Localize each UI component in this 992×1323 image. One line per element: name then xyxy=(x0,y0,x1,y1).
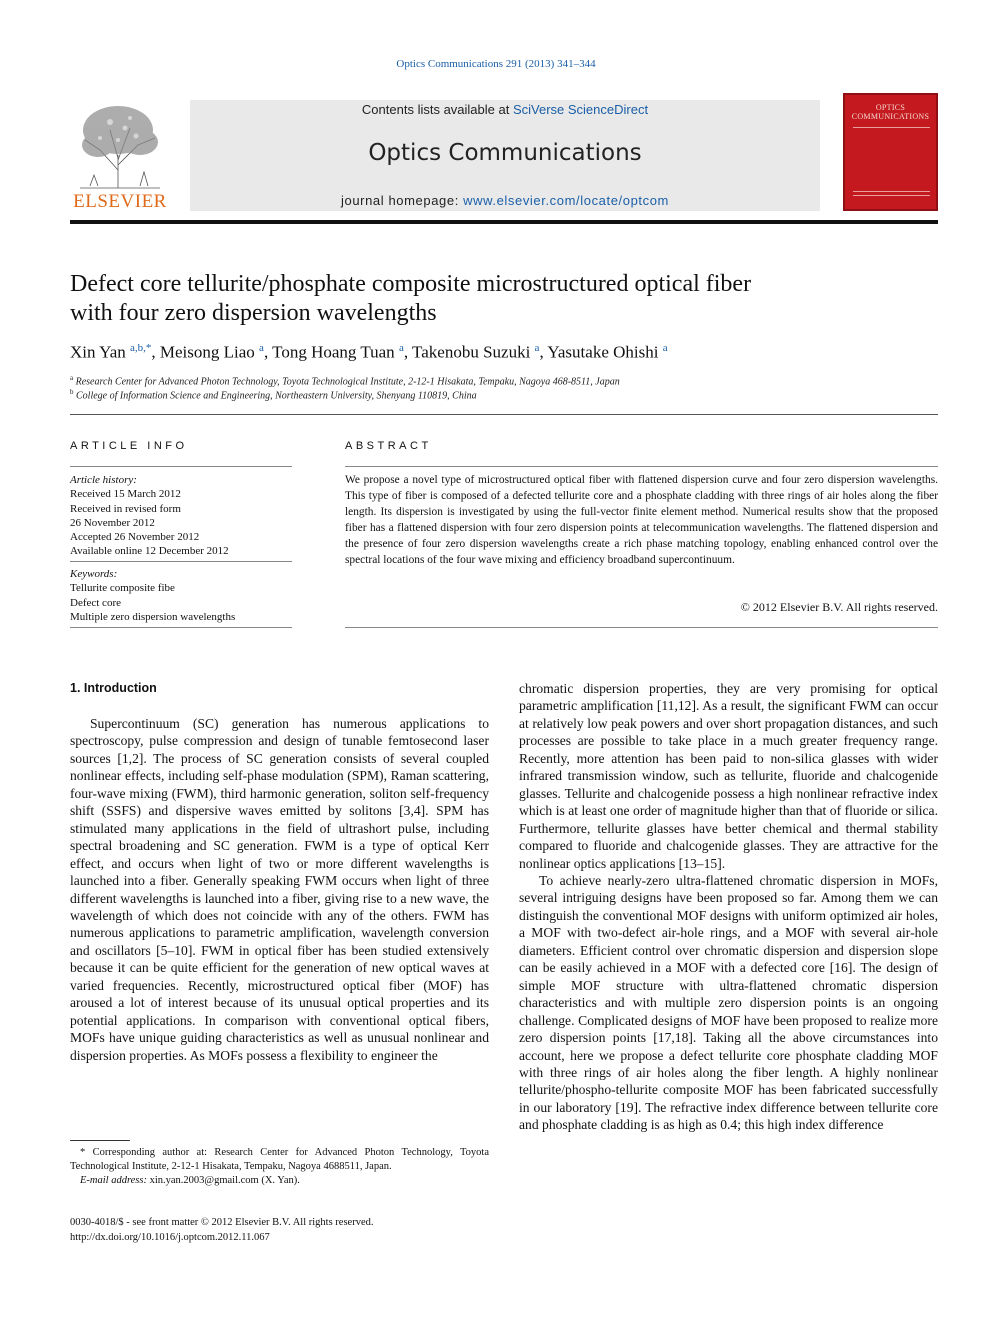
keywords xyxy=(70,567,292,624)
journal-homepage xyxy=(190,193,820,208)
article-history xyxy=(70,473,292,559)
abstract-text: We propose a novel type of microstructured optical fiber with flattened dispersion curve and four zero dispersion wavelengths. This type of fiber is composed of a defected tellurite core and a phosphate cladding with three rings of air holes along the fiber length. Its dispersion is investigated by using the full-vector finite element method. Numerical results show that the proposed fiber has a flattened dispersion with four zero dispersion points at telecommunication wavelengths. The flattened dispersion and the presence of four zero dispersion wavelengths create a rich phase matching topology, enabling enhanced control over the spectral locations of the four wave mixing and efficiency broadband supercontinuum. xyxy=(345,474,938,566)
author-name: Yasutake Ohishi xyxy=(547,342,659,362)
contents-prefix: Contents lists available at xyxy=(361,102,513,117)
author-list: Xin Yan $^{a,b,*}$, Meisong Liao $^a$, Tong Hoang Tuan $^a$, Takenobu Suzuki $^a$, Yasutake Ohishi $^a$ xyxy=(70,342,668,362)
body-paragraph: chromatic dispersion properties, they are very promising for optical parametric amplification [11,12]. As a result, the significant FWM can occur at relatively low peak powers and over short propagation distances, and such processes are possible to take place in a much greater frequency range. Recently, more attention has been paid to non-silica glasses with wider infrared transmission window, such as tellurite, fluoride and chalcogenide glasses. Tellurite and chalcogenide possess a high nonlinear refractive index which is at least one order of magnitude higher than that of fluoride or silica. Furthermore, tellurite glasses have better chemical and thermal stability compared to fluoride and chalcogenide glasses. They are attractive for the nonlinear optics applications [13–15]. xyxy=(519,681,938,871)
history-item: Received in revised form xyxy=(70,502,181,515)
email-address[interactable]: xin.yan.2003@gmail.com (X. Yan). xyxy=(149,1175,300,1186)
keywords-label: Keywords: xyxy=(70,568,118,580)
abstract-copyright: © 2012 Elsevier B.V. All rights reserved. xyxy=(740,600,938,614)
author-affiliation-mark[interactable]: a xyxy=(662,342,668,354)
cover-title: OPTICS COMMUNICATIONS xyxy=(851,103,930,121)
issn-block xyxy=(70,1216,489,1245)
body-paragraph: To achieve nearly-zero ultra-flattened chromatic dispersion in MOFs, several intriguing designs have been proposed so far. Among them we can distinguish the conventional MOF designs with uniform optimized air holes, a MOF with two-defect air-hole rings, and a MOF with several air-hole diameters. Efficient control over chromatic dispersion and dispersion slope can be easily achieved in a MOF with a defected core [16]. The design of simple MOF structure with ultra-flattened chromatic dispersion characteristics and with multiple zero dispersion points is an ongoing challenge. Complicated designs of MOF have been proposed to realize more zero dispersion points [17,18]. Taking all the above circumstances into account, here we propose a defect tellurite core phosphate cladding MOF with three rings of air holes along the fiber length. A highly nonlinear tellurite/phospho-tellurite composite MOF has been fabricated successfully in our laboratory [19]. The refractive index difference between tellurite core and phosphate cladding is as high as 0.4; this high index difference xyxy=(519,872,938,1133)
left-column xyxy=(70,715,489,1064)
issn-line: 0030-4018/$ - see front matter © 2012 Elsevier B.V. All rights reserved. xyxy=(70,1217,374,1228)
email-label: E-mail address: xyxy=(80,1175,147,1186)
affiliation-b: $^b$ College of Information Science and Engineering, Northeastern University, Shenyang 110819, China xyxy=(70,388,477,402)
keyword: Defect core xyxy=(70,596,121,609)
author-name: Takenobu Suzuki xyxy=(412,342,531,362)
history-item: 26 November 2012 xyxy=(70,516,155,529)
keyword: Tellurite composite fibe xyxy=(70,582,175,595)
sciencedirect-link[interactable]: SciVerse ScienceDirect xyxy=(512,102,649,117)
homepage-prefix: journal homepage: xyxy=(341,193,464,208)
abstract-heading: ABSTRACT xyxy=(345,440,432,452)
author-affiliation-mark[interactable]: a xyxy=(534,342,540,354)
info-rule xyxy=(70,561,292,562)
section-rule xyxy=(70,414,938,415)
author-name: Meisong Liao xyxy=(159,342,255,362)
footnote-rule xyxy=(70,1140,130,1141)
journal-citation[interactable]: Optics Communications 291 (2013) 341–344 xyxy=(396,58,596,70)
author-name: Tong Hoang Tuan xyxy=(272,342,395,362)
keyword: Multiple zero dispersion wavelengths xyxy=(70,610,236,623)
corresponding-author-footnote: * Corresponding author at: Research Center for Advanced Photon Technology, Toyota Technological Institute, 2-12-1 Hisakata, Tempaku, Nagoya 4688511, Japan. E-mail address: xin.yan.2003@gmail.com (X. Yan). xyxy=(70,1147,489,1186)
info-rule xyxy=(70,627,292,628)
history-item: Received 15 March 2012 xyxy=(70,488,181,501)
history-item: Available online 12 December 2012 xyxy=(70,545,229,558)
article-title: Defect core tellurite/phosphate composite microstructured optical fiber with four zero dispersion wavelengths xyxy=(70,271,752,326)
journal-name: Optics Communications xyxy=(368,140,642,166)
cover-rule xyxy=(853,195,930,196)
author-affiliation-mark[interactable]: a xyxy=(259,342,264,354)
abstract-rule xyxy=(345,627,938,628)
right-column xyxy=(519,680,938,1134)
history-item: Accepted 26 November 2012 xyxy=(70,531,200,544)
author-affiliation-mark[interactable]: a,b,* xyxy=(130,342,152,354)
homepage-link[interactable]: www.elsevier.com/locate/optcom xyxy=(463,193,669,208)
history-label: Article history: xyxy=(70,474,137,486)
journal-cover-thumbnail[interactable] xyxy=(843,93,938,211)
cover-rule xyxy=(853,127,930,128)
author-affiliation-mark[interactable]: a xyxy=(398,342,404,354)
info-rule xyxy=(70,466,292,467)
abstract-rule xyxy=(345,466,938,467)
doi-link[interactable]: http://dx.doi.org/10.1016/j.optcom.2012.11.067 xyxy=(70,1231,270,1243)
header-rule xyxy=(70,220,938,224)
elsevier-wordmark: ELSEVIER xyxy=(73,191,167,212)
author-name: Xin Yan xyxy=(70,342,126,362)
section-heading-introduction: 1. Introduction xyxy=(70,681,157,695)
body-paragraph: Supercontinuum (SC) generation has numerous applications to spectroscopy, pulse compression and design of tunable femtosecond laser sources [1,2]. The process of SC generation consists of several coupled nonlinear effects, including self-phase modulation (SPM), Raman scattering, four-wave mixing (FWM), third harmonic generation, soliton self-frequency shift (SSFS) and dispersive waves emitted by solitons [3,4]. SPM has stimulated many applications in the field of ultrashort pulse, including spectral broadening and SC generation. FWM is a type of optical Kerr effect, and occurs when light of two or more different wavelengths is launched into a fiber. Generally speaking FWM occurs when light of three different wavelengths is launched into a fiber, giving rise to a new wave, the wavelength of which does not coincide with any of the others. FWM has numerous applications to parametric amplification, wavelength conversion and oscillators [5–10]. FWM in optical fiber has been studied extensively because it can be quite efficient for the generation of new optical waves at varied frequencies. Recently, microstructured optical fiber (MOF) has aroused a lot of interest because of its unusual optical properties and its potential applications. In comparison with conventional optical fibers, MOFs have unique guiding characteristics as well as unusual nonlinear and dispersion properties. As MOFs possess a flexibility to engineer the xyxy=(70,716,489,1063)
contents-availability xyxy=(190,102,820,117)
cover-rule xyxy=(853,191,930,192)
article-info-heading: ARTICLE INFO xyxy=(70,440,188,452)
affiliation-a: $^a$ Research Center for Advanced Photon Technology, Toyota Technological Institute, 2-12-1 Hisakata, Tempaku, Nagoya 468-8511, Japan xyxy=(70,374,620,388)
